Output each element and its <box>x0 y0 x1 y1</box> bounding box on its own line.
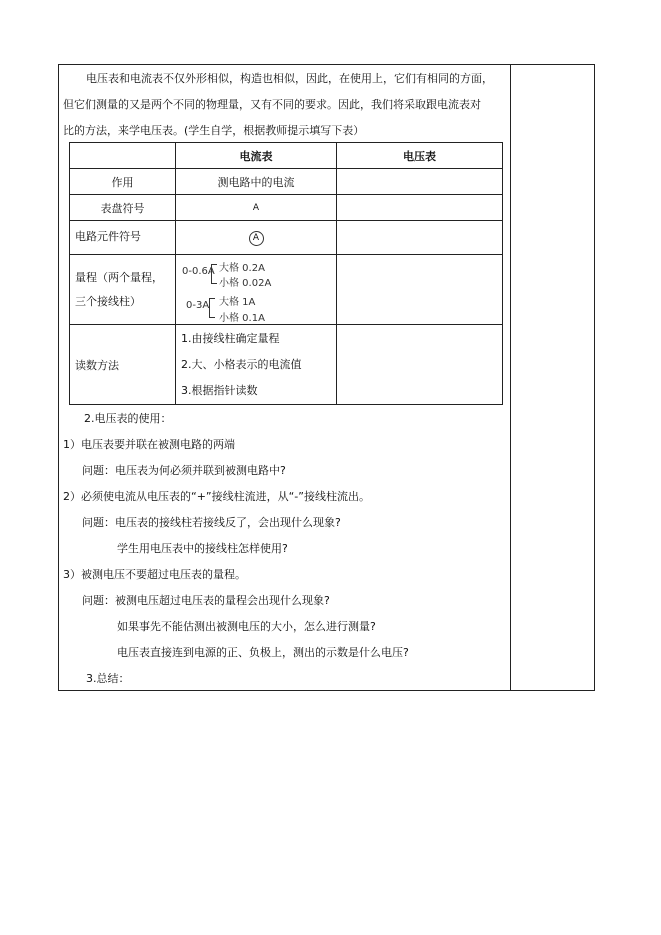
range-label-line-1: 量程（两个量程， <box>75 270 163 284</box>
usage-point-2: 2）必须使电流从电压表的“+”接线柱流进，从“-”接线柱流出。 <box>63 490 370 503</box>
usage-question-3c: 电压表直接连到电源的正、负极上，测出的示数是什么电压? <box>117 646 409 659</box>
range-1-small-division: 小格 0.02A <box>219 277 272 289</box>
ammeter-reading-cell <box>176 325 337 405</box>
usage-point-3: 3）被测电压不要超过电压表的量程。 <box>63 568 246 581</box>
intro-line-1: 电压表和电流表不仅外形相似，构造也相似，因此，在使用上，它们有相同的方面， <box>86 72 493 85</box>
ammeter-circuit-symbol-cell <box>176 221 337 255</box>
ammeter-circle-icon: A <box>249 231 264 246</box>
range-2-big-division: 大格 1A <box>219 296 256 308</box>
reading-step-3: 3.根据指针读数 <box>181 383 258 397</box>
column-divider <box>510 65 511 690</box>
usage-point-1: 1）电压表要并联在被测电路的两端 <box>63 438 235 451</box>
range-1-bracket <box>211 264 217 284</box>
usage-question-3: 问题：被测电压超过电压表的量程会出现什么现象? <box>82 594 330 607</box>
comparison-table <box>69 142 503 405</box>
voltmeter-range-blank <box>337 255 503 325</box>
range-2-small-division: 小格 0.1A <box>219 312 265 324</box>
range-1-big-division: 大格 0.2A <box>219 262 265 274</box>
reading-step-2: 2.大、小格表示的电流值 <box>181 357 302 371</box>
summary-heading: 3.总结： <box>86 672 130 685</box>
intro-line-2: 但它们测量的又是两个不同的物理量，又有不同的要求。因此，我们将采取跟电流表对 <box>63 98 481 111</box>
usage-question-2: 问题：电压表的接线柱若接线反了，会出现什么现象? <box>82 516 341 529</box>
header-empty-cell <box>70 143 176 169</box>
intro-line-3: 比的方法，来学电压表。(学生自学，根据教师提示填写下表） <box>63 124 365 137</box>
row-label-circuit-symbol: 电路元件符号 <box>70 221 176 255</box>
voltmeter-circuit-symbol-blank <box>337 221 503 255</box>
table-row <box>70 325 503 405</box>
voltmeter-function-blank <box>337 169 503 195</box>
row-label-reading: 读数方法 <box>70 325 176 405</box>
row-label-function: 作用 <box>70 169 176 195</box>
usage-question-2b: 学生用电压表中的接线柱怎样使用? <box>117 542 288 555</box>
voltmeter-reading-blank <box>337 325 503 405</box>
header-voltmeter: 电压表 <box>337 143 503 169</box>
table-row <box>70 169 503 195</box>
voltmeter-dial-symbol-blank <box>337 195 503 221</box>
range-diagram <box>181 259 331 324</box>
range-label-line-2: 三个接线柱） <box>75 294 141 308</box>
range-2-bracket <box>209 298 215 318</box>
range-2-label: 0-3A <box>186 299 210 311</box>
ammeter-range-cell <box>176 255 337 325</box>
table-header-row <box>70 143 503 169</box>
table-row <box>70 195 503 221</box>
range-1-label: 0-0.6A <box>182 265 215 277</box>
ammeter-function: 测电路中的电流 <box>176 169 337 195</box>
row-label-range <box>70 255 176 325</box>
usage-question-3b: 如果事先不能估测出被测电压的大小，怎么进行测量? <box>117 620 376 633</box>
reading-step-1: 1.由接线柱确定量程 <box>181 331 280 345</box>
row-label-dial-symbol: 表盘符号 <box>70 195 176 221</box>
table-row <box>70 255 503 325</box>
header-ammeter: 电流表 <box>176 143 337 169</box>
table-row <box>70 221 503 255</box>
usage-heading: 2.电压表的使用： <box>84 412 172 425</box>
usage-question-1: 问题：电压表为何必须并联到被测电路中? <box>82 464 286 477</box>
ammeter-dial-symbol: A <box>176 195 337 221</box>
